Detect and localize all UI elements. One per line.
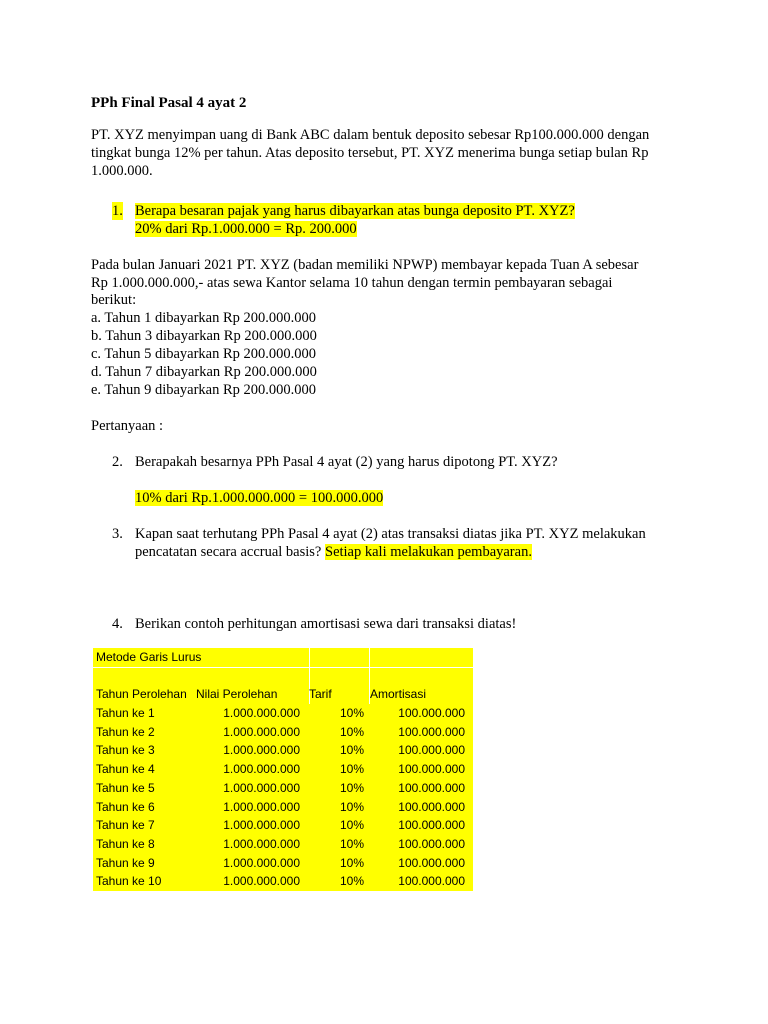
cell-tarif: 10%	[339, 799, 364, 814]
intro-line-2: tingkat bunga 12% per tahun. Atas deposito tersebut, PT. XYZ menerima bunga setiap bulan Rp	[91, 145, 649, 161]
case-item: c. Tahun 5 dibayarkan Rp 200.000.000	[91, 346, 317, 362]
table-spacer-row	[93, 667, 473, 686]
case-item: d. Tahun 7 dibayarkan Rp 200.000.000	[91, 364, 317, 380]
q3-question-line-2: pencatatan secara accrual basis?	[135, 544, 322, 560]
cell-nilai: 1.000.000.000	[223, 818, 300, 833]
cell-amortisasi: 100.000.000	[398, 836, 465, 851]
cell-nilai: 1.000.000.000	[223, 799, 300, 814]
cell-tarif: 10%	[339, 855, 364, 870]
cell-nilai: 1.000.000.000	[223, 706, 300, 721]
case-line-2: Rp 1.000.000.000,- atas sewa Kantor selama 10 tahun dengan termin pembayaran sebagai	[91, 275, 613, 291]
table-heading: Metode Garis Lurus	[96, 650, 202, 664]
case-item: a. Tahun 1 dibayarkan Rp 200.000.000	[91, 310, 317, 326]
cell-nilai: 1.000.000.000	[223, 743, 300, 758]
cell-tahun: Tahun ke 4	[96, 762, 155, 777]
intro-line-3: 1.000.000.	[91, 163, 153, 179]
cell-amortisasi: 100.000.000	[398, 799, 465, 814]
q2-number: 2.	[112, 454, 123, 470]
column-header-amortisasi: Amortisasi	[370, 687, 427, 702]
cell-tahun: Tahun ke 8	[96, 836, 155, 851]
cell-amortisasi: 100.000.000	[398, 780, 465, 795]
cell-tarif: 10%	[339, 724, 364, 739]
cell-tahun: Tahun ke 7	[96, 818, 155, 833]
cell-tahun: Tahun ke 9	[96, 855, 155, 870]
intro-line-1: PT. XYZ menyimpan uang di Bank ABC dalam bentuk deposito sebesar Rp100.000.000 dengan	[91, 127, 650, 143]
cell-amortisasi: 100.000.000	[398, 818, 465, 833]
cell-nilai: 1.000.000.000	[223, 836, 300, 851]
cell-nilai: 1.000.000.000	[223, 874, 300, 889]
q3-question-line-1: Kapan saat terhutang PPh Pasal 4 ayat (2) atas transaksi diatas jika PT. XYZ melakukan	[135, 526, 646, 542]
cell-tarif: 10%	[339, 874, 364, 889]
case-line-1: Pada bulan Januari 2021 PT. XYZ (badan memiliki NPWP) membayar kepada Tuan A sebesar	[91, 257, 639, 273]
cell-nilai: 1.000.000.000	[223, 855, 300, 870]
cell-tarif: 10%	[339, 836, 364, 851]
table-row	[93, 816, 473, 835]
cell-nilai: 1.000.000.000	[223, 724, 300, 739]
cell-nilai: 1.000.000.000	[223, 780, 300, 795]
column-header-tahun: Tahun Perolehan	[96, 687, 187, 702]
case-line-3: berikut:	[91, 292, 137, 308]
cell-tahun: Tahun ke 2	[96, 724, 155, 739]
column-header-nilai: Nilai Perolehan	[196, 687, 278, 702]
cell-tarif: 10%	[339, 762, 364, 777]
amortization-table	[93, 648, 473, 891]
q4-number: 4.	[112, 616, 123, 632]
document-title: PPh Final Pasal 4 ayat 2	[91, 95, 247, 111]
cell-tarif: 10%	[339, 706, 364, 721]
cell-amortisasi: 100.000.000	[398, 706, 465, 721]
q2-question: Berapakah besarnya PPh Pasal 4 ayat (2) yang harus dipotong PT. XYZ?	[135, 454, 558, 470]
cell-amortisasi: 100.000.000	[398, 724, 465, 739]
case-item: e. Tahun 9 dibayarkan Rp 200.000.000	[91, 382, 317, 398]
cell-tarif: 10%	[339, 780, 364, 795]
cell-tahun: Tahun ke 5	[96, 780, 155, 795]
q1-number: 1.	[112, 203, 123, 219]
case-item: b. Tahun 3 dibayarkan Rp 200.000.000	[91, 328, 317, 344]
table-heading-row	[93, 648, 473, 667]
cell-amortisasi: 100.000.000	[398, 762, 465, 777]
cell-tahun: Tahun ke 3	[96, 743, 155, 758]
column-header-tarif: Tarif	[309, 687, 332, 702]
table-row	[93, 798, 473, 817]
q3-answer: Setiap kali melakukan pembayaran.	[325, 544, 532, 560]
cell-amortisasi: 100.000.000	[398, 874, 465, 889]
cell-amortisasi: 100.000.000	[398, 855, 465, 870]
table-row	[93, 779, 473, 798]
q1-question: Berapa besaran pajak yang harus dibayarkan atas bunga deposito PT. XYZ?	[135, 203, 575, 219]
table-row	[93, 872, 473, 891]
cell-tahun: Tahun ke 6	[96, 799, 155, 814]
cell-nilai: 1.000.000.000	[223, 762, 300, 777]
pertanyaan-label: Pertanyaan :	[91, 418, 164, 434]
table-row	[93, 723, 473, 742]
table-row	[93, 854, 473, 873]
table-header-row	[93, 685, 473, 704]
q2-answer: 10% dari Rp.1.000.000.000 = 100.000.000	[135, 490, 384, 506]
table-row	[93, 835, 473, 854]
cell-tahun: Tahun ke 10	[96, 874, 162, 889]
q1-answer: 20% dari Rp.1.000.000 = Rp. 200.000	[135, 221, 357, 237]
cell-tarif: 10%	[339, 818, 364, 833]
table-row	[93, 760, 473, 779]
cell-tarif: 10%	[339, 743, 364, 758]
q4-question: Berikan contoh perhitungan amortisasi sewa dari transaksi diatas!	[135, 616, 517, 632]
table-row	[93, 741, 473, 760]
q3-number: 3.	[112, 526, 123, 542]
cell-tahun: Tahun ke 1	[96, 706, 155, 721]
table-row	[93, 704, 473, 723]
cell-amortisasi: 100.000.000	[398, 743, 465, 758]
